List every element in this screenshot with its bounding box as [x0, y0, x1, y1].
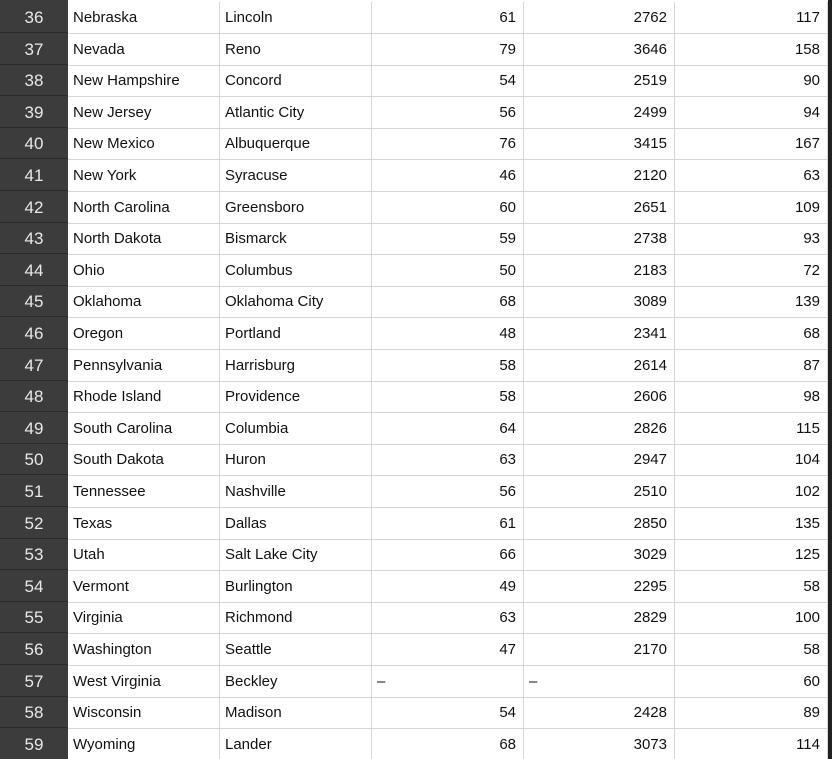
city-cell[interactable]: Columbus [220, 255, 372, 287]
value-d-cell[interactable]: 2120 [524, 160, 675, 192]
state-cell[interactable]: New Jersey [68, 97, 220, 129]
value-c-cell[interactable]: 61 [372, 2, 524, 34]
value-e-cell[interactable]: 58 [675, 634, 828, 666]
row-number[interactable]: 36 [0, 2, 68, 33]
row-number[interactable]: 43 [0, 223, 68, 254]
state-cell[interactable]: West Virginia [68, 666, 220, 698]
value-d-cell[interactable]: 2510 [524, 476, 675, 508]
value-e-cell[interactable]: 102 [675, 476, 828, 508]
row-number[interactable]: 58 [0, 697, 68, 728]
state-cell[interactable]: Nebraska [68, 2, 220, 34]
state-cell[interactable]: Ohio [68, 255, 220, 287]
row-number[interactable]: 39 [0, 97, 68, 128]
row-number[interactable]: 56 [0, 634, 68, 665]
state-cell[interactable]: Pennsylvania [68, 350, 220, 382]
right-edge-border [828, 0, 832, 759]
row-number[interactable]: 44 [0, 255, 68, 286]
value-d-cell[interactable]: 3089 [524, 286, 675, 318]
state-cell[interactable]: Nevada [68, 34, 220, 66]
row-number[interactable]: 59 [0, 729, 68, 759]
city-cell[interactable]: Atlantic City [220, 97, 372, 129]
row-number[interactable]: 48 [0, 381, 68, 412]
state-cell[interactable]: North Carolina [68, 192, 220, 224]
city-cell[interactable]: Lincoln [220, 2, 372, 34]
city-cell[interactable]: Huron [220, 444, 372, 476]
value-d-cell[interactable]: 2738 [524, 223, 675, 255]
row-header-column [0, 0, 68, 759]
city-cell[interactable]: Syracuse [220, 160, 372, 192]
state-cell[interactable]: Wisconsin [68, 697, 220, 729]
value-e-cell[interactable]: 60 [675, 666, 828, 698]
row-number[interactable]: 57 [0, 666, 68, 697]
city-cell[interactable]: Lander [220, 729, 372, 759]
value-c-cell[interactable]: 64 [372, 413, 524, 445]
value-e-cell[interactable]: 90 [675, 65, 828, 97]
state-cell[interactable]: South Dakota [68, 444, 220, 476]
city-cell[interactable]: Columbia [220, 413, 372, 445]
row-number[interactable]: 42 [0, 192, 68, 223]
value-d-cell[interactable]: 3415 [524, 128, 675, 160]
value-d-cell[interactable]: 2826 [524, 413, 675, 445]
value-e-cell[interactable]: 63 [675, 160, 828, 192]
row-number[interactable]: 45 [0, 286, 68, 317]
state-cell[interactable]: Virginia [68, 602, 220, 634]
value-e-cell[interactable]: 125 [675, 539, 828, 571]
value-c-cell[interactable]: 48 [372, 318, 524, 350]
value-e-cell[interactable]: 135 [675, 508, 828, 540]
value-d-cell[interactable]: 2341 [524, 318, 675, 350]
value-c-cell[interactable]: 54 [372, 697, 524, 729]
value-d-cell[interactable]: 2829 [524, 602, 675, 634]
value-e-cell[interactable]: 117 [675, 2, 828, 34]
value-e-cell[interactable]: 58 [675, 571, 828, 603]
state-cell[interactable]: Wyoming [68, 729, 220, 759]
value-d-cell[interactable]: 2183 [524, 255, 675, 287]
value-c-cell[interactable]: 63 [372, 602, 524, 634]
value-c-cell[interactable]: 63 [372, 444, 524, 476]
value-d-cell[interactable]: 2947 [524, 444, 675, 476]
city-cell[interactable]: Reno [220, 34, 372, 66]
city-cell[interactable]: Madison [220, 697, 372, 729]
row-number[interactable]: 51 [0, 476, 68, 507]
value-c-cell[interactable]: 46 [372, 160, 524, 192]
value-d-cell[interactable]: 2428 [524, 697, 675, 729]
value-e-cell[interactable]: 139 [675, 286, 828, 318]
state-cell[interactable]: New York [68, 160, 220, 192]
value-e-cell[interactable]: 98 [675, 381, 828, 413]
state-cell[interactable]: Texas [68, 508, 220, 540]
value-d-cell[interactable]: 2519 [524, 65, 675, 97]
value-c-cell[interactable]: 49 [372, 571, 524, 603]
state-cell[interactable]: New Hampshire [68, 65, 220, 97]
value-d-cell[interactable]: – [524, 666, 675, 698]
value-e-cell[interactable]: 114 [675, 729, 828, 759]
value-d-cell[interactable]: 2850 [524, 508, 675, 540]
value-c-cell[interactable]: 58 [372, 350, 524, 382]
row-number[interactable]: 49 [0, 413, 68, 444]
value-e-cell[interactable]: 94 [675, 97, 828, 129]
row-number[interactable]: 55 [0, 602, 68, 633]
city-cell[interactable]: Salt Lake City [220, 539, 372, 571]
city-cell[interactable]: Albuquerque [220, 128, 372, 160]
cell-grid [68, 0, 828, 759]
row-number[interactable]: 38 [0, 65, 68, 96]
row-number[interactable]: 54 [0, 571, 68, 602]
value-c-cell[interactable]: 66 [372, 539, 524, 571]
value-d-cell[interactable]: 2606 [524, 381, 675, 413]
value-d-cell[interactable]: 2170 [524, 634, 675, 666]
city-cell[interactable]: Seattle [220, 634, 372, 666]
value-d-cell[interactable]: 3646 [524, 34, 675, 66]
state-cell[interactable]: Vermont [68, 571, 220, 603]
value-c-cell[interactable]: 56 [372, 476, 524, 508]
value-c-cell[interactable]: 68 [372, 729, 524, 759]
row-number[interactable]: 52 [0, 508, 68, 539]
value-c-cell[interactable]: 68 [372, 286, 524, 318]
value-e-cell[interactable]: 109 [675, 192, 828, 224]
city-cell[interactable]: Concord [220, 65, 372, 97]
state-cell[interactable]: Oklahoma [68, 286, 220, 318]
value-e-cell[interactable]: 93 [675, 223, 828, 255]
state-cell[interactable]: Rhode Island [68, 381, 220, 413]
state-cell[interactable]: South Carolina [68, 413, 220, 445]
value-d-cell[interactable]: 2762 [524, 2, 675, 34]
value-c-cell[interactable]: 61 [372, 508, 524, 540]
state-cell[interactable]: Tennessee [68, 476, 220, 508]
city-cell[interactable]: Beckley [220, 666, 372, 698]
city-cell[interactable]: Richmond [220, 602, 372, 634]
city-cell[interactable]: Dallas [220, 508, 372, 540]
value-c-cell[interactable]: 76 [372, 128, 524, 160]
state-cell[interactable]: Oregon [68, 318, 220, 350]
value-d-cell[interactable]: 2295 [524, 571, 675, 603]
value-d-cell[interactable]: 3073 [524, 729, 675, 759]
row-number[interactable]: 47 [0, 350, 68, 381]
value-d-cell[interactable]: 3029 [524, 539, 675, 571]
value-d-cell[interactable]: 2651 [524, 192, 675, 224]
city-cell[interactable]: Harrisburg [220, 350, 372, 382]
value-c-cell[interactable]: 60 [372, 192, 524, 224]
city-cell[interactable]: Burlington [220, 571, 372, 603]
value-c-cell[interactable]: 47 [372, 634, 524, 666]
value-c-cell[interactable]: 59 [372, 223, 524, 255]
value-e-cell[interactable]: 115 [675, 413, 828, 445]
value-c-cell[interactable]: 54 [372, 65, 524, 97]
value-e-cell[interactable]: 72 [675, 255, 828, 287]
value-c-cell[interactable]: 50 [372, 255, 524, 287]
state-cell[interactable]: Washington [68, 634, 220, 666]
row-number[interactable]: 41 [0, 160, 68, 191]
row-number[interactable]: 50 [0, 444, 68, 475]
value-e-cell[interactable]: 167 [675, 128, 828, 160]
value-e-cell[interactable]: 87 [675, 350, 828, 382]
value-d-cell[interactable]: 2614 [524, 350, 675, 382]
state-cell[interactable]: New Mexico [68, 128, 220, 160]
value-e-cell[interactable]: 89 [675, 697, 828, 729]
value-d-cell[interactable]: 2499 [524, 97, 675, 129]
value-e-cell[interactable]: 104 [675, 444, 828, 476]
city-cell[interactable]: Oklahoma City [220, 286, 372, 318]
value-e-cell[interactable]: 100 [675, 602, 828, 634]
state-cell[interactable]: North Dakota [68, 223, 220, 255]
row-number[interactable]: 46 [0, 318, 68, 349]
row-number[interactable]: 40 [0, 128, 68, 159]
state-cell[interactable]: Utah [68, 539, 220, 571]
value-c-cell[interactable]: – [372, 666, 524, 698]
city-cell[interactable]: Nashville [220, 476, 372, 508]
value-e-cell[interactable]: 68 [675, 318, 828, 350]
city-cell[interactable]: Greensboro [220, 192, 372, 224]
city-cell[interactable]: Providence [220, 381, 372, 413]
value-c-cell[interactable]: 79 [372, 34, 524, 66]
value-c-cell[interactable]: 58 [372, 381, 524, 413]
row-number[interactable]: 37 [0, 34, 68, 65]
city-cell[interactable]: Bismarck [220, 223, 372, 255]
value-c-cell[interactable]: 56 [372, 97, 524, 129]
city-cell[interactable]: Portland [220, 318, 372, 350]
value-e-cell[interactable]: 158 [675, 34, 828, 66]
row-number[interactable]: 53 [0, 539, 68, 570]
